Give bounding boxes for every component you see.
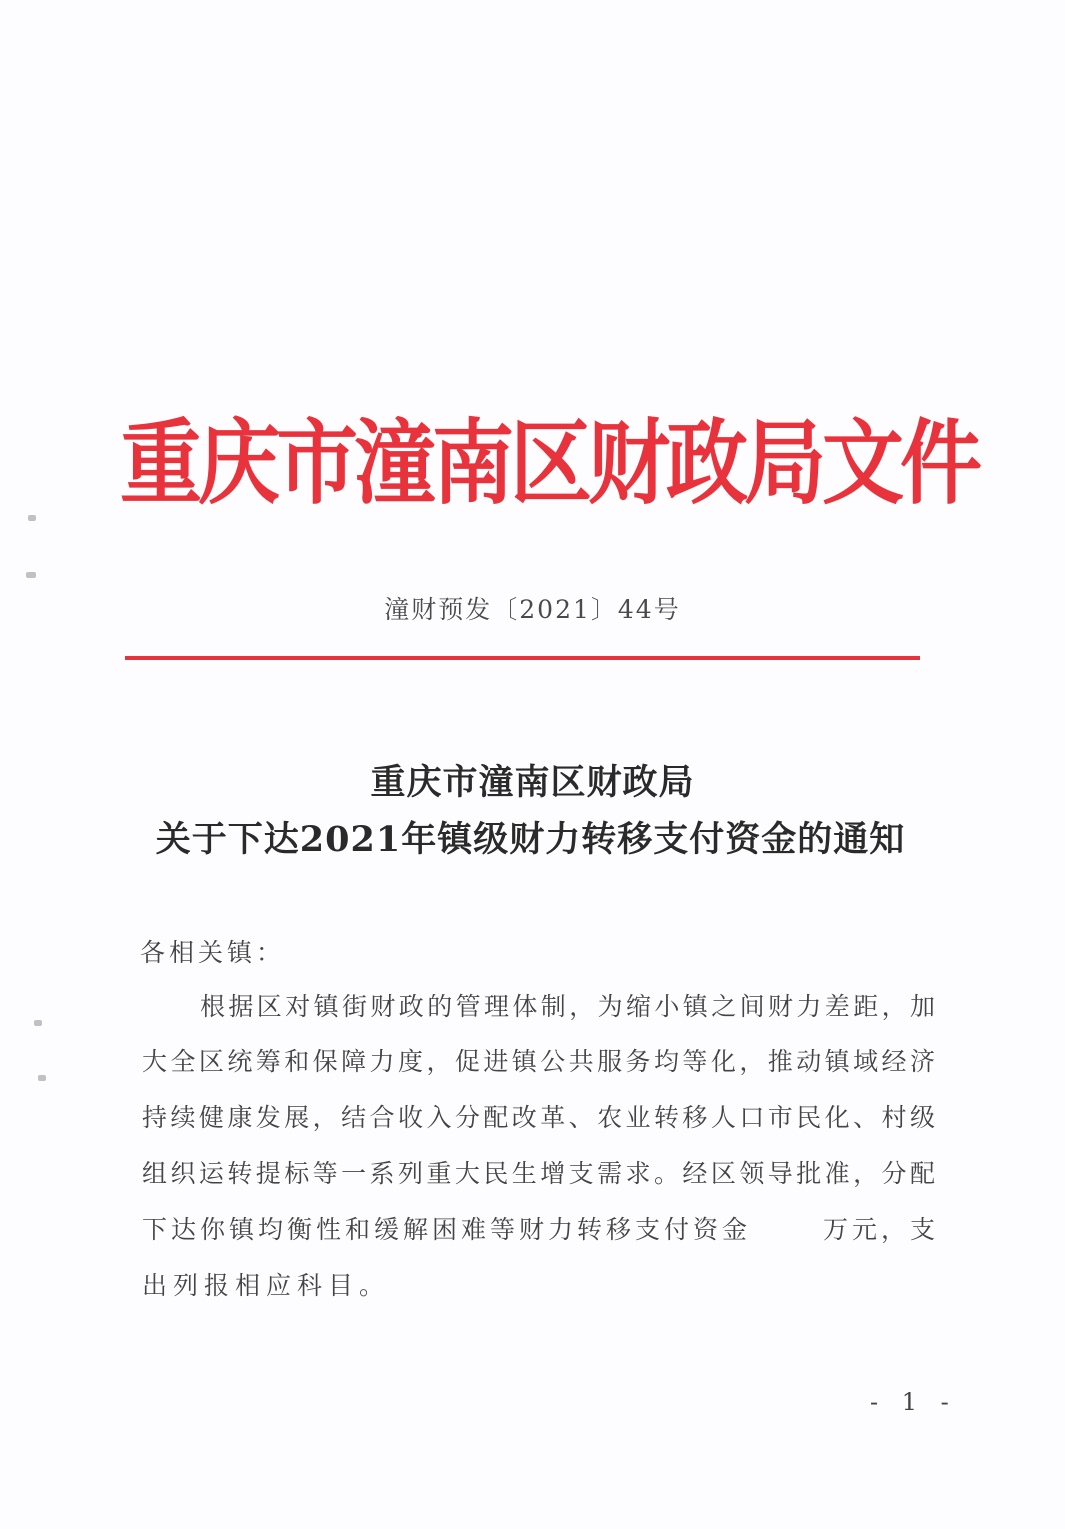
notice-title-line-1: 重庆市潼南区财政局 [370, 762, 695, 803]
red-divider-line [125, 656, 920, 660]
page-number: - 1 - [870, 1388, 957, 1416]
body-line-3: 持续健康发展，结合收入分配改革、农业转移人口市民化、村级 [142, 1103, 937, 1132]
scan-mark [38, 1075, 46, 1081]
scan-mark [26, 572, 36, 578]
body-line-5-start: 下达你镇均衡性和缓解困难等财力转移支付资金 [142, 1215, 751, 1244]
scan-mark [28, 515, 36, 521]
body-line-2: 大全区统筹和保障力度，促进镇公共服务均等化，推动镇域经济 [142, 1047, 937, 1076]
document-number: 潼财预发〔2021〕44号 [384, 595, 681, 624]
letterhead-title: 重庆市潼南区财政局文件 [120, 411, 979, 518]
body-line-5-end: 万元，支 [820, 1215, 937, 1244]
salutation: 各相关镇： [140, 938, 286, 967]
body-line-4: 组织运转提标等一系列重大民生增支需求。经区领导批准，分配 [142, 1159, 937, 1188]
body-line-6: 出列报相应科目。 [142, 1271, 391, 1300]
notice-title-line-2: 关于下达2021年镇级财力转移支付资金的通知 [155, 819, 906, 860]
scan-mark [34, 1020, 42, 1026]
body-line-5 [142, 1210, 937, 1246]
body-line-1: 根据区对镇街财政的管理体制，为缩小镇之间财力差距，加 [200, 992, 937, 1021]
